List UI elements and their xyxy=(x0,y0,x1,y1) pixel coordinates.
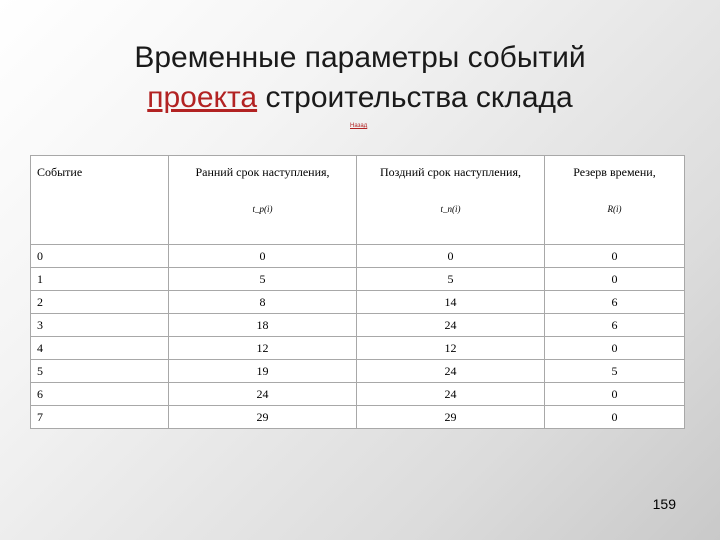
title-line-1: Временные параметры событий xyxy=(134,41,586,74)
header-symbol: R(i) xyxy=(607,204,622,214)
table-cell: 12 xyxy=(357,337,545,360)
table-row xyxy=(31,360,685,383)
table-cell: 24 xyxy=(357,383,545,406)
table-cell: 12 xyxy=(169,337,357,360)
table-row xyxy=(31,268,685,291)
table-cell: 24 xyxy=(169,383,357,406)
table-cell: 6 xyxy=(31,383,169,406)
table-cell: 0 xyxy=(545,406,685,429)
header-label: Событие xyxy=(37,165,83,179)
title-link[interactable]: проекта xyxy=(147,81,258,114)
slide-title xyxy=(0,38,720,118)
table-cell: 0 xyxy=(545,245,685,268)
table-cell: 6 xyxy=(545,291,685,314)
table-row xyxy=(31,406,685,429)
table-cell: 0 xyxy=(169,245,357,268)
table-cell: 24 xyxy=(357,314,545,337)
table-cell: 6 xyxy=(545,314,685,337)
table-cell: 0 xyxy=(545,383,685,406)
table-cell: 0 xyxy=(357,245,545,268)
table-header-row xyxy=(31,156,685,245)
table-cell: 29 xyxy=(169,406,357,429)
table-cell: 5 xyxy=(545,360,685,383)
header-reserve xyxy=(545,156,685,245)
table-cell: 0 xyxy=(545,337,685,360)
table-cell: 8 xyxy=(169,291,357,314)
header-symbol: t_p(i) xyxy=(252,204,273,214)
table-row xyxy=(31,314,685,337)
events-table xyxy=(30,155,685,429)
table-cell: 19 xyxy=(169,360,357,383)
header-label: Ранний срок наступления, xyxy=(195,165,330,179)
header-label: Поздний срок наступления, xyxy=(380,165,521,179)
table-cell: 0 xyxy=(545,268,685,291)
header-symbol: t_n(i) xyxy=(440,204,461,214)
table-cell: 4 xyxy=(31,337,169,360)
back-link[interactable]: Назад xyxy=(350,123,368,129)
table-row xyxy=(31,337,685,360)
page-number: 159 xyxy=(652,496,676,512)
table-cell: 5 xyxy=(31,360,169,383)
table-cell: 14 xyxy=(357,291,545,314)
table-cell: 18 xyxy=(169,314,357,337)
table-cell: 5 xyxy=(169,268,357,291)
title-line-2 xyxy=(0,78,720,118)
table-cell: 5 xyxy=(357,268,545,291)
table-cell: 29 xyxy=(357,406,545,429)
table-cell: 7 xyxy=(31,406,169,429)
table-row xyxy=(31,245,685,268)
table-cell: 0 xyxy=(31,245,169,268)
table-cell: 3 xyxy=(31,314,169,337)
table-row xyxy=(31,291,685,314)
table-row xyxy=(31,383,685,406)
table-cell: 1 xyxy=(31,268,169,291)
table-cell: 24 xyxy=(357,360,545,383)
header-event xyxy=(31,156,169,245)
header-label: Резерв времени, xyxy=(573,165,656,179)
header-late-time xyxy=(357,156,545,245)
title-line-2-text: строительства склада xyxy=(257,81,573,114)
table-cell: 2 xyxy=(31,291,169,314)
header-early-time xyxy=(169,156,357,245)
